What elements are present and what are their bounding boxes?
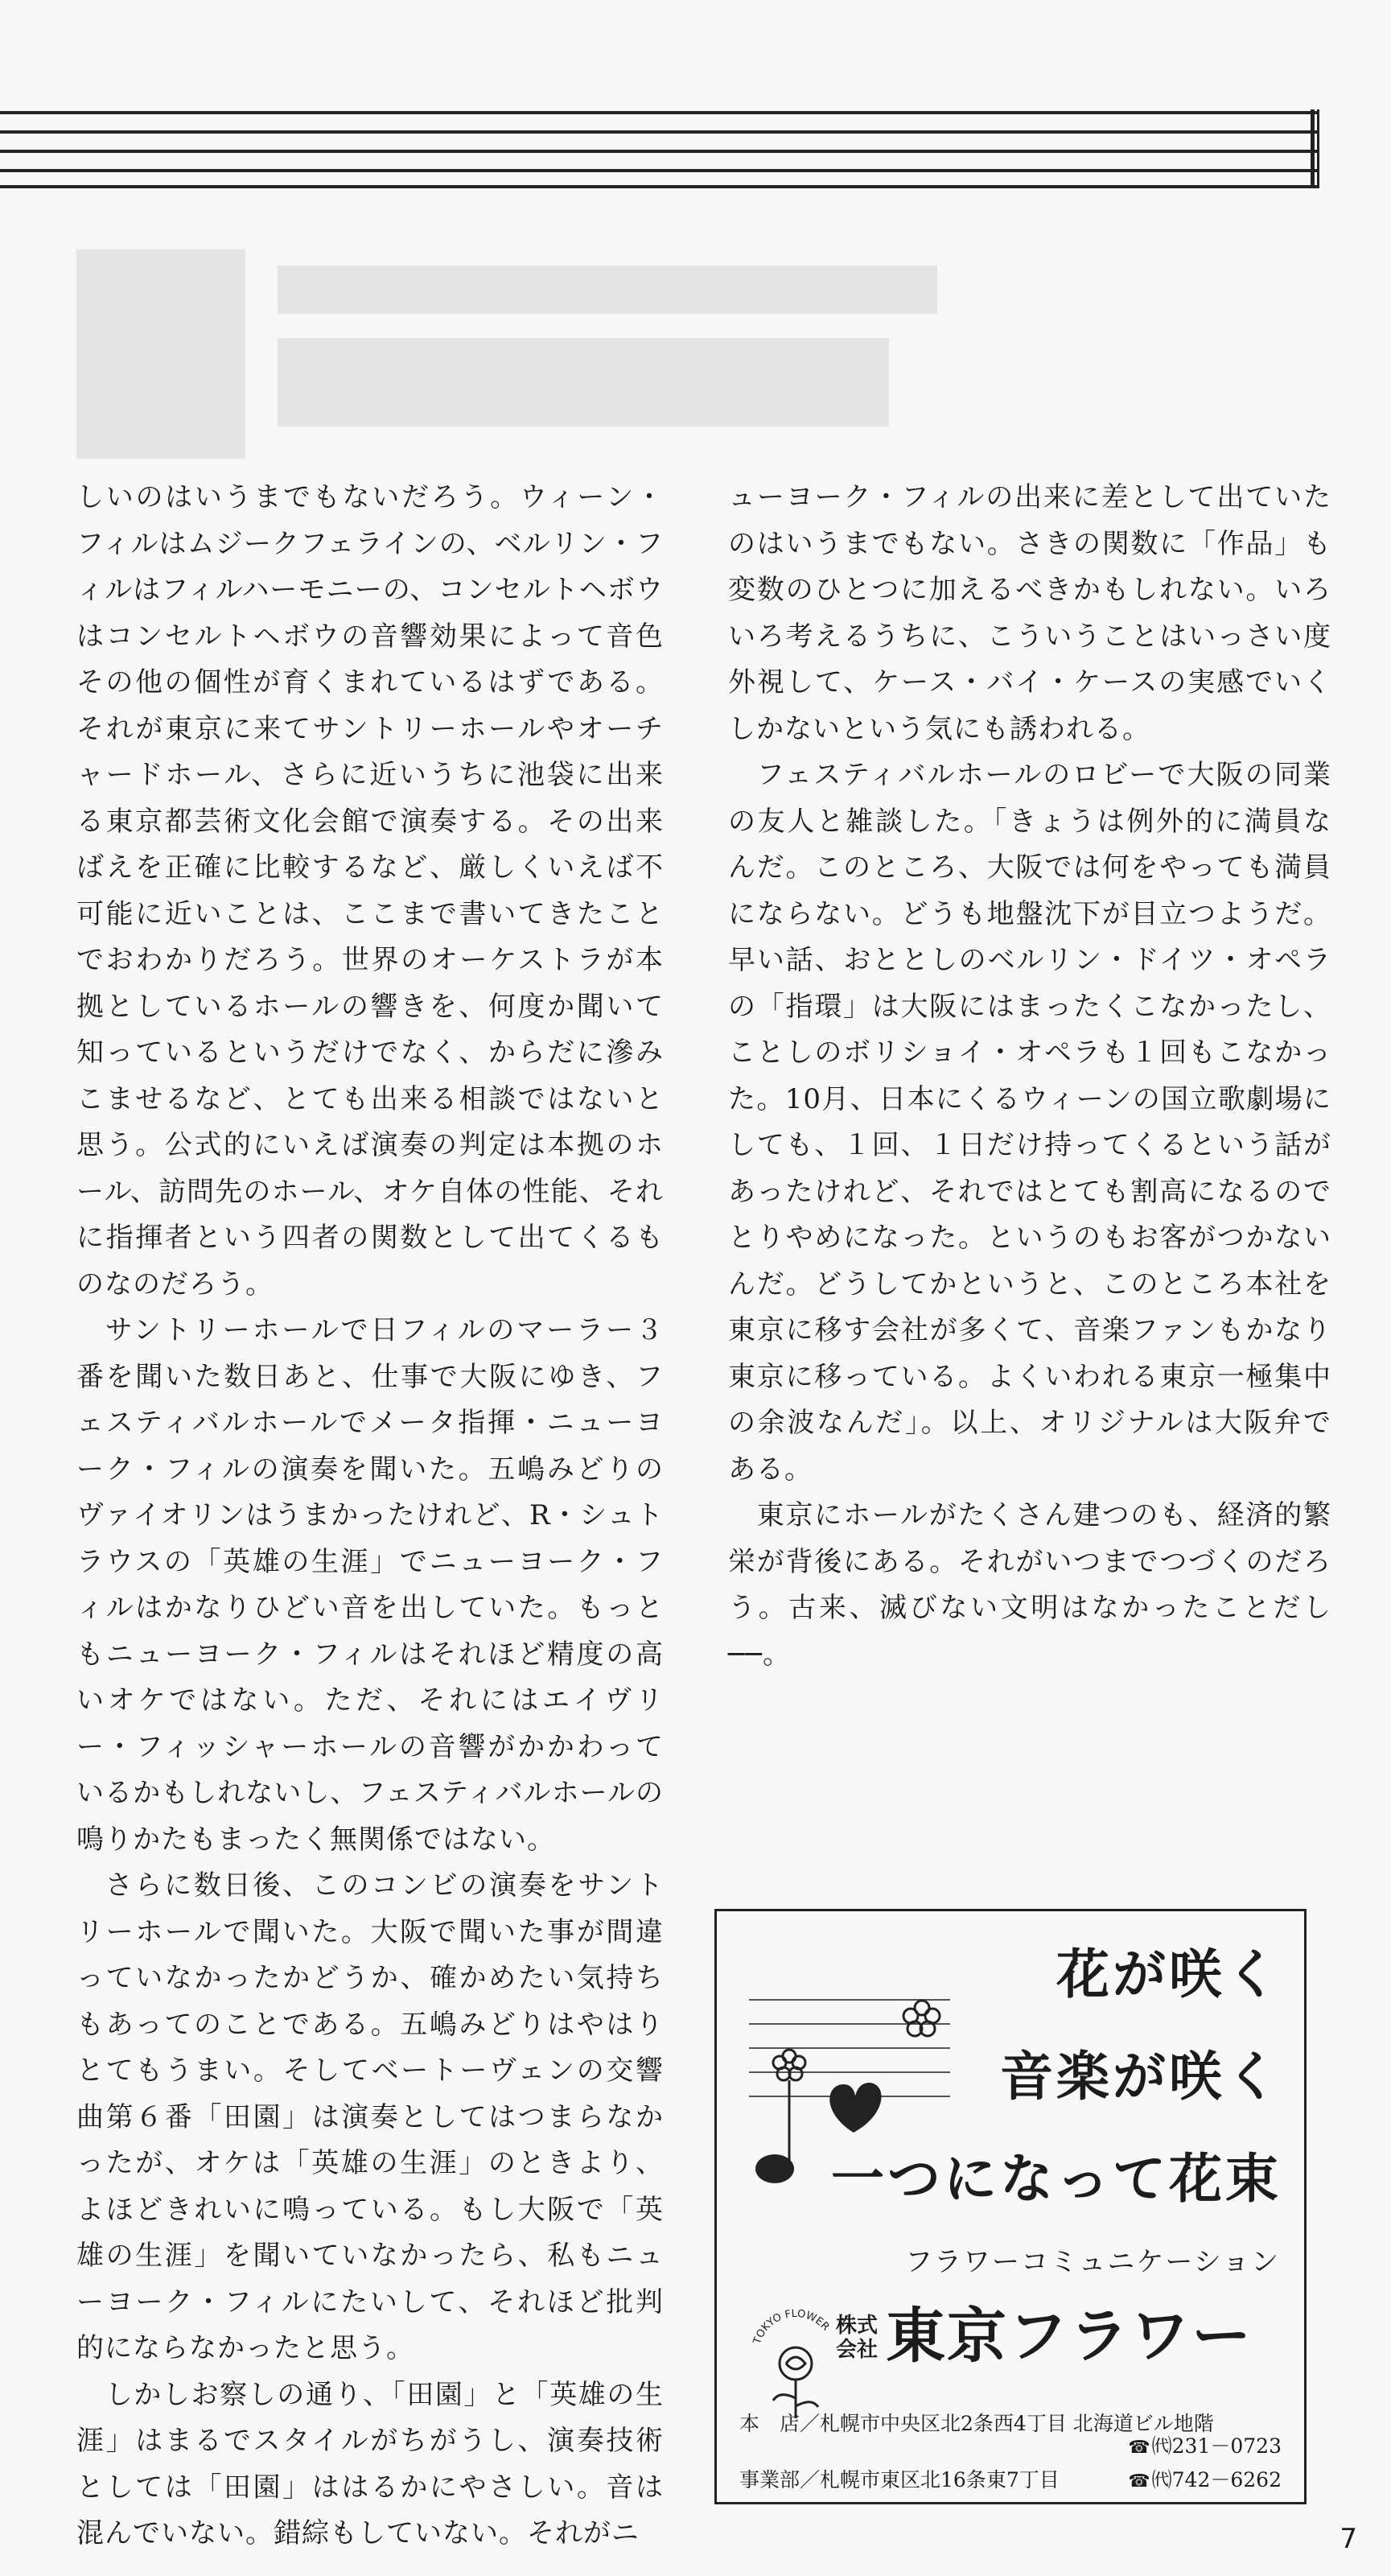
- article-right-column: [728, 475, 1331, 1678]
- flower-icon: [903, 2001, 940, 2036]
- paragraph: 東京にホールがたくさん建つのも、経済的繁栄が背後にある。それがいつまでつづくのだろう。古来、滅びない文明はなかったことだし──。: [728, 1499, 1331, 1671]
- business-office-tel-number: ㈹742－6262: [1151, 2468, 1282, 2492]
- phone-icon: ☎: [1128, 2438, 1150, 2458]
- head-office-address: 本 店／札幌市中央区北2条西4丁目 北海道ビル地階: [739, 2412, 1214, 2435]
- paragraph: サントリーホールで日フィルのマーラー３番を聞いた数日あと、仕事で大阪にゆき、フェスティバルホールでメータ指揮・ニューヨーク・フィルの演奏を聞いた。五嶋みどりのヴァイオリンはうまかったけれど、R・シュトラウスの「英雄の生涯」でニューヨーク・フィルはかなりひどい音を出していた。もっともニューヨーク・フィルはそれほど精度の高いオケではない。ただ、それにはエイヴリー・フィッシャーホールの音響がかかわっているかもしれないし、フェスティバルホールの鳴りかたもまったく無関係ではない。: [76, 1314, 664, 1856]
- heart-icon: [829, 2083, 881, 2133]
- slogan-line-1: 花が咲く: [1056, 1943, 1282, 2005]
- flower-note-icon: [773, 2050, 805, 2161]
- page-number: 7: [1340, 2523, 1357, 2555]
- rose-logo-icon: [747, 2298, 844, 2426]
- paragraph: フェスティバルホールのロビーで大阪の同業の友人と雑談した。「きょうは例外的に満員なんだ。このところ、大阪では何をやっても満員にならない。どうも地盤沈下が目立つようだ。早い話、おととしのベルリン・ドイツ・オペラの「指環」は大阪にはまったくこなかったし、ことしのボリショイ・オペラも１回もこなかった。10月、日本にくるウィーンの国立歌劇場にしても、１回、１日だけ持ってくるという話があったけれど、それではとても割高になるのでとりやめになった。というのもお客がつかないんだ。どうしてかというと、このところ本社を東京に移す会社が多くて、音楽ファンもかなり東京に移っている。よくいわれる東京一極集中の余波なんだ」。以上、オリジナルは大阪弁である。: [728, 759, 1331, 1486]
- paragraph: さらに数日後、このコンビの演奏をサントリーホールで聞いた。大阪で聞いた事が間違っていなかったかどうか、確かめたい気持ちもあってのことである。五嶋みどりはやはりとてもうまい。そしてベートーヴェンの交響曲第６番「田園」は演奏としてはつまらなかったが、オケは「英雄の生涯」のときより、よほどきれいに鳴っている。もし大阪で「英雄の生涯」を聞いていなかったら、私もニューヨーク・フィルにたいして、それほど批判的にならなかったと思う。: [76, 1869, 664, 2364]
- head-office-tel-number: ㈹231－0723: [1151, 2434, 1282, 2458]
- company-name: 東京フラワー: [886, 2302, 1253, 2371]
- paragraph: しかしお察しの通り、「田園」と「英雄の生涯」はまるでスタイルがちがうし、演奏技術としては「田園」ははるかにやさしい。音は混んでいない。錯綜もしていない。それがニ: [76, 2378, 664, 2549]
- slogan-line-2: 音楽が咲く: [1000, 2045, 1282, 2108]
- show-through-ghost: [76, 217, 977, 475]
- business-office-address: 事業部／札幌市東区北16条東7丁目: [739, 2468, 1060, 2492]
- music-staff-decoration: [0, 105, 1319, 193]
- svg-text:TOKYO FLOWER: TOKYO FLOWER: [751, 2307, 832, 2346]
- note-head-icon: [755, 2154, 794, 2183]
- ad-tagline: フラワーコミュニケーション: [905, 2246, 1280, 2278]
- paragraph: しいのはいうまでもないだろう。ウィーン・フィルはムジークフェラインの、ベルリン・フィルはフィルハーモニーの、コンセルトヘボウはコンセルトヘボウの音響効果によって音色その他の個性が育くまれているはずである。それが東京に来てサントリーホールやオーチャードホール、さらに近いうちに池袋に出来る東京都芸術文化会館で演奏する。その出来ばえを正確に比較するなど、厳しくいえば不可能に近いことは、ここまで書いてきたことでおわかりだろう。世界のオーケストラが本拠としているホールの響きを、何度か聞いて知っているというだけでなく、からだに滲みこませるなど、とても出来る相談ではないと思う。公式的にいえば演奏の判定は本拠のホール、訪問先のホール、オケ自体の性能、それに指揮者という四者の関数として出てくるものなのだろう。: [76, 481, 664, 1300]
- company-type: 株式会社: [836, 2314, 879, 2362]
- article-left-column: [76, 475, 664, 2557]
- tokyo-flower-advertisement: [714, 1909, 1307, 2504]
- phone-icon: ☎: [1128, 2471, 1150, 2492]
- head-office-phone: [1128, 2433, 1282, 2462]
- business-office-phone: [1128, 2467, 1282, 2496]
- paragraph: ューヨーク・フィルの出来に差として出ていたのはいうまでもない。さきの関数に「作品」も変数のひとつに加えるべきかもしれない。いろいろ考えるうちに、こういうことはいっさい度外視して、ケース・バイ・ケースの実感でいくしかないという気にも誘われる。: [728, 481, 1331, 745]
- slogan-line-3: 一つになって花束: [831, 2147, 1282, 2210]
